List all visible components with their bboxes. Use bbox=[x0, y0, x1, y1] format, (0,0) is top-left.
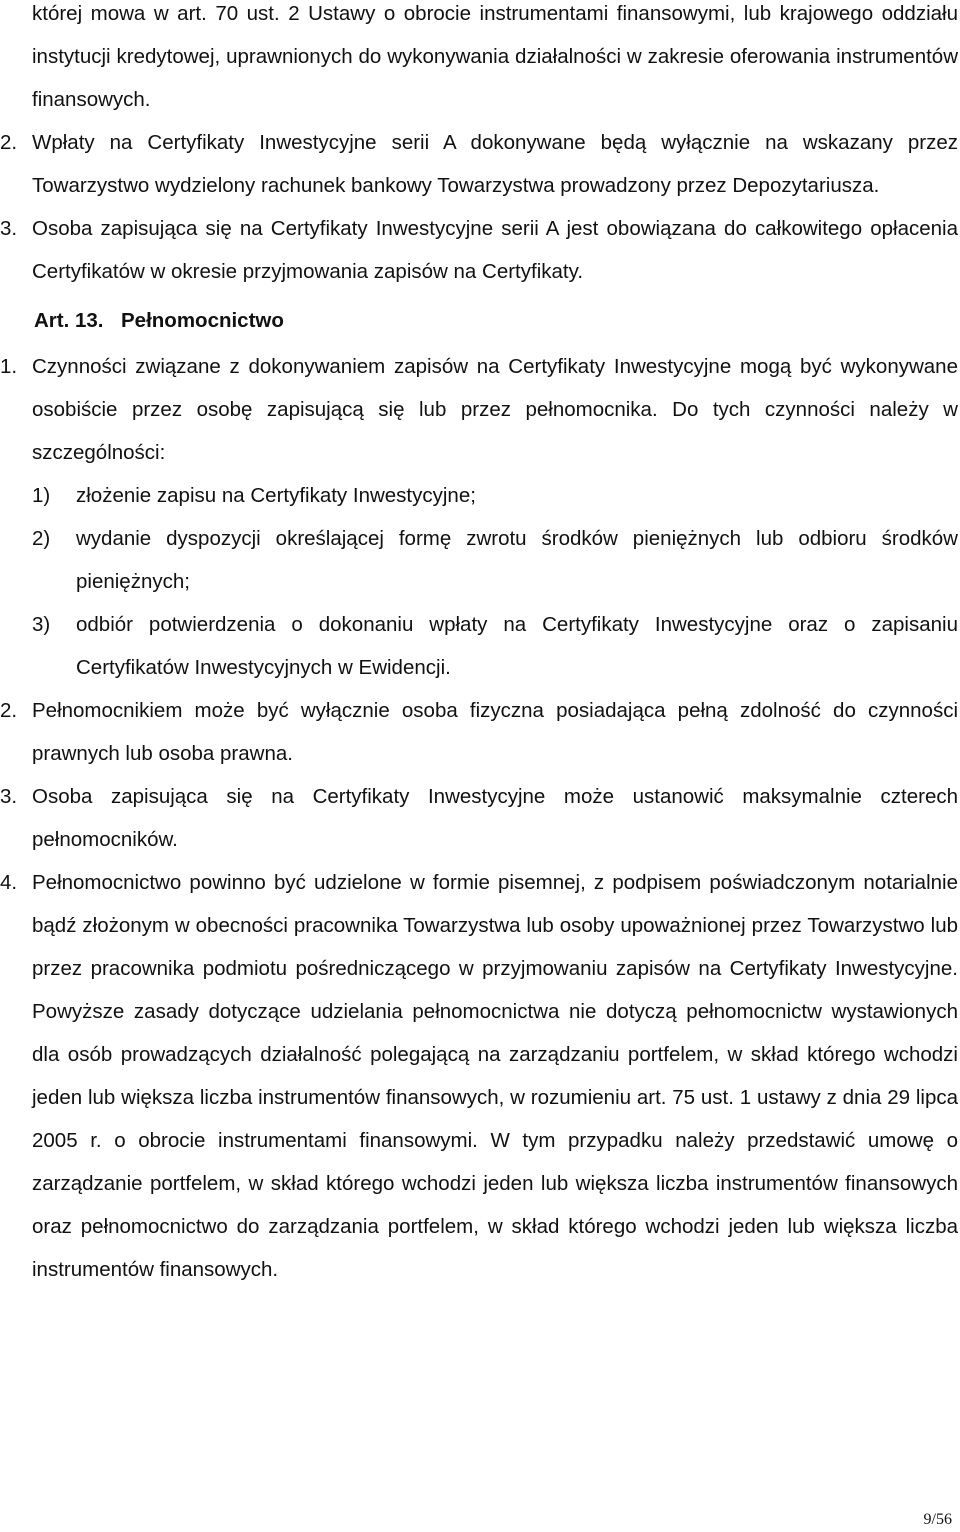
paragraph-text: Czynności związane z dokonywaniem zapisów na Certyfikaty Inwestycyjne mogą być wykonywane osobiście przez osobę zapisującą się lub przez pełnomocnika. Do tych czynności należy w szczególności: bbox=[32, 355, 958, 464]
paragraph-number: 3. bbox=[0, 785, 18, 808]
list-item-text: wydanie dyspozycji określającej formę zwrotu środków pieniężnych lub odbioru środków pieniężnych; bbox=[76, 527, 958, 593]
article-paragraph-3 bbox=[0, 775, 958, 861]
article-paragraph-1 bbox=[0, 345, 958, 689]
paragraph-2 bbox=[0, 121, 958, 207]
article-paragraph-4 bbox=[0, 861, 958, 1291]
paragraph-text: Wpłaty na Certyfikaty Inwestycyjne serii A dokonywane będą wyłącznie na wskazany przez Towarzystwo wydzielony rachunek bankowy Towarzystwa prowadzony przez Depozytariusza. bbox=[32, 131, 958, 197]
article-heading bbox=[34, 301, 958, 341]
paragraph-number: 3. bbox=[0, 217, 18, 240]
page-number: 9/56 bbox=[923, 1511, 952, 1528]
list-item-number: 3) bbox=[32, 613, 51, 636]
list-item bbox=[32, 474, 958, 517]
paragraph-number: 2. bbox=[0, 699, 18, 722]
article-title: Pełnomocnictwo bbox=[121, 309, 284, 332]
paragraph-body bbox=[32, 345, 958, 689]
list-item-number: 2) bbox=[32, 527, 51, 550]
list-item-number: 1) bbox=[32, 484, 51, 507]
article-number: Art. 13. bbox=[34, 309, 104, 332]
paragraph-number: 4. bbox=[0, 871, 18, 894]
paragraph-text: Osoba zapisująca się na Certyfikaty Inwestycyjne może ustanowić maksymalnie czterech pełnomocników. bbox=[32, 785, 958, 851]
continuation-paragraph: której mowa w art. 70 ust. 2 Ustawy o obrocie instrumentami finansowymi, lub krajowego oddziału instytucji kredytowej, uprawnionych do wykonywania działalności w zakresie oferowania instrumentów finansowych. bbox=[32, 2, 958, 111]
list-item bbox=[32, 603, 958, 689]
paragraph-number: 1. bbox=[0, 355, 18, 378]
paragraph-3 bbox=[0, 207, 958, 293]
paragraph-text: Pełnomocnikiem może być wyłącznie osoba fizyczna posiadająca pełną zdolność do czynności prawnych lub osoba prawna. bbox=[32, 699, 958, 765]
paragraph-text: Osoba zapisująca się na Certyfikaty Inwestycyjne serii A jest obowiązana do całkowitego opłacenia Certyfikatów w okresie przyjmowania zapisów na Certyfikaty. bbox=[32, 217, 958, 283]
list-item bbox=[32, 517, 958, 603]
list-item-text: odbiór potwierdzenia o dokonaniu wpłaty na Certyfikaty Inwestycyjne oraz o zapisaniu Certyfikatów Inwestycyjnych w Ewidencji. bbox=[76, 613, 958, 679]
article-paragraph-2 bbox=[0, 689, 958, 775]
paragraph-text: Pełnomocnictwo powinno być udzielone w formie pisemnej, z podpisem poświadczonym notarialnie bądź złożonym w obecności pracownika Towarzystwa lub osoby upoważnionej przez Towarzystwo lub przez pracownika podmiotu pośredniczącego w przyjmowaniu zapisów na Certyfikaty Inwestycyjne. Powyższe zasady dotyczące udzielania pełnomocnictwa nie dotyczą pełnomocnictw wystawionych dla osób prowadzących działalność polegającą na zarządzaniu portfelem, w skład którego wchodzi jeden lub większa liczba instrumentów finansowych, w rozumieniu art. 75 ust. 1 ustawy z dnia 29 lipca 2005 r. o obrocie instrumentami finansowymi. W tym przypadku należy przedstawić umowę o zarządzanie portfelem, w skład którego wchodzi jeden lub większa liczba instrumentów finansowych oraz pełnomocnictwo do zarządzania portfelem, w skład którego wchodzi jeden lub większa liczba instrumentów finansowych. bbox=[32, 871, 958, 1281]
list-item-text: złożenie zapisu na Certyfikaty Inwestycyjne; bbox=[76, 484, 476, 507]
paragraph-number: 2. bbox=[0, 131, 18, 154]
